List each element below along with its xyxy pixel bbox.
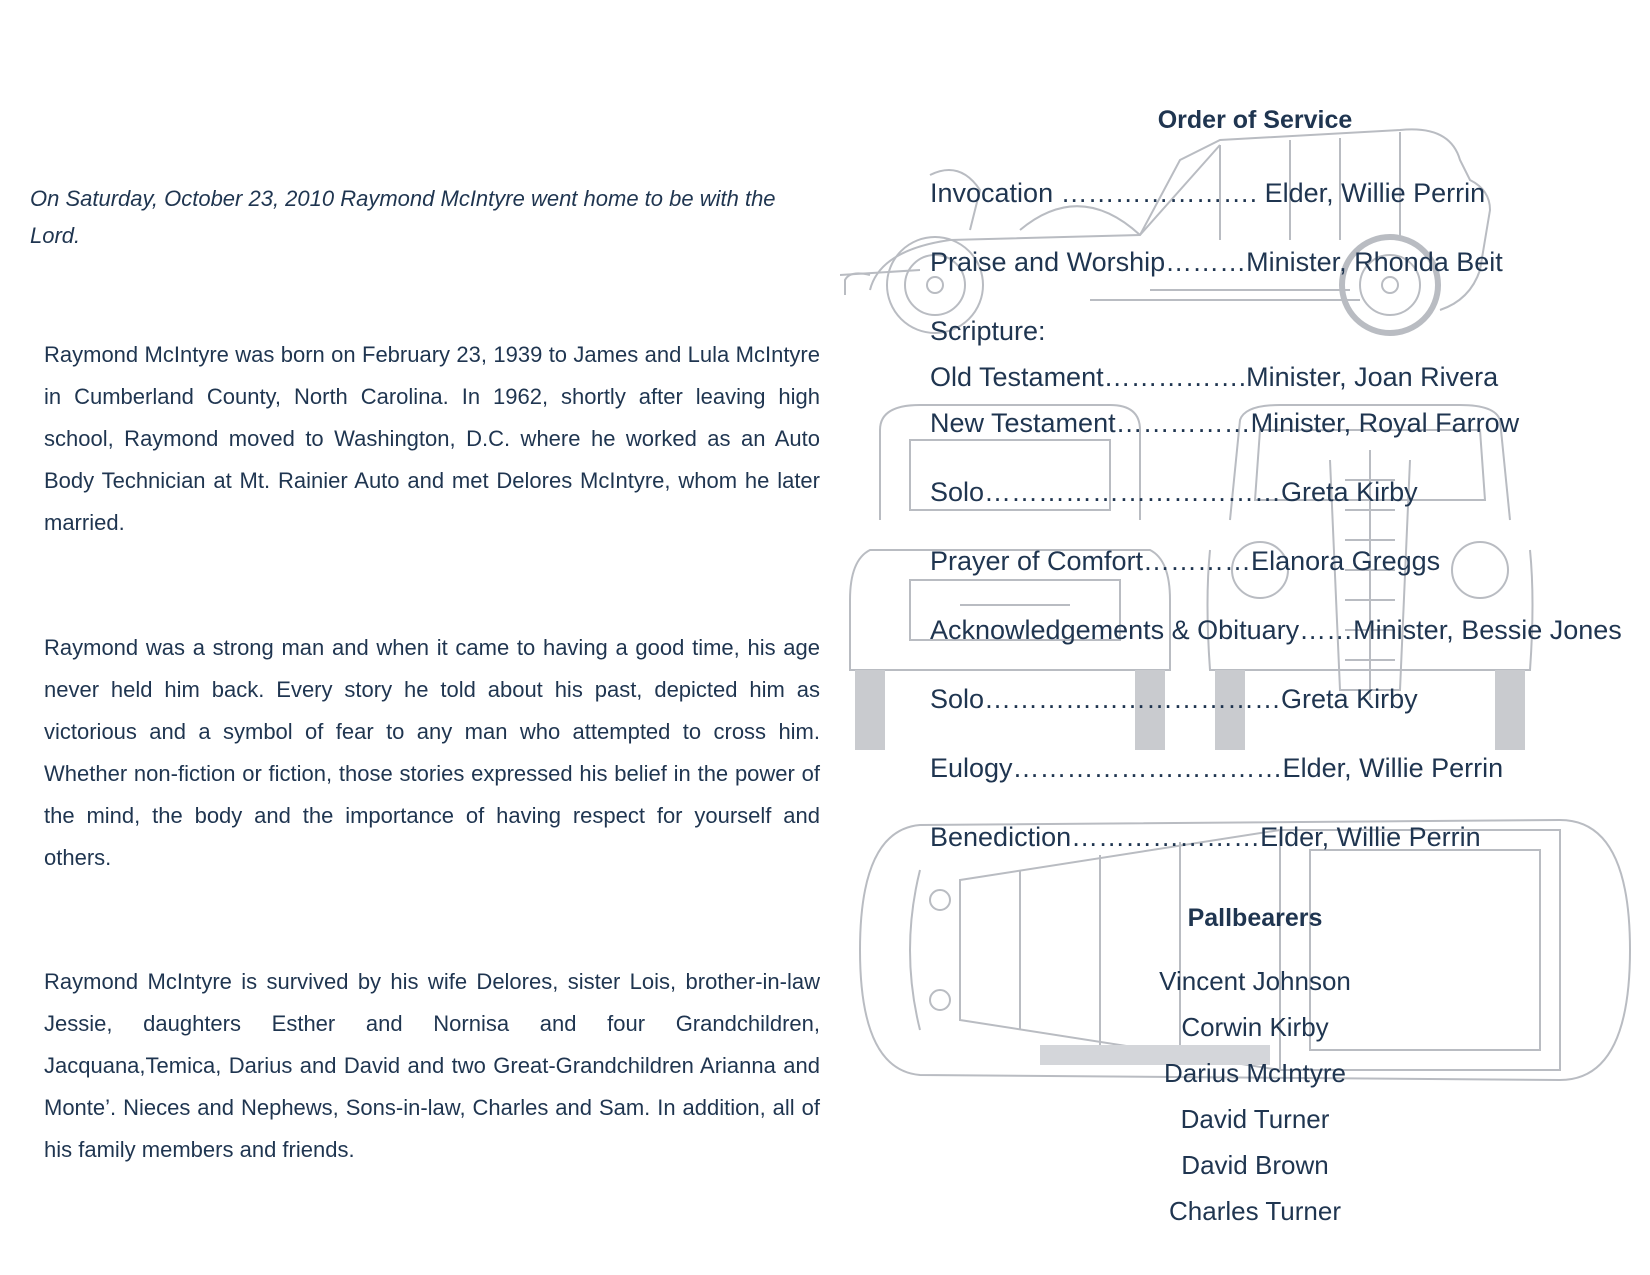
- service-item-solo-2: Solo……………………………Greta Kirby: [930, 684, 1418, 714]
- paragraph-character: Raymond was a strong man and when it came to having a good time, his age never held him back. Every story he told about his past, depicted him as victorious and a symbol of fear to any man who attempted to cross him. Whether non-fiction or fiction, those stories expressed his belief in the power of the mind, the body and the importance of having respect for yourself and others.: [44, 635, 820, 870]
- pallbearers-list: [850, 958, 1650, 1234]
- service-item-solo-1: Solo……………………………Greta Kirby: [930, 477, 1418, 507]
- service-item-new-testament: New Testament……………Minister, Royal Farrow: [930, 408, 1520, 438]
- intro-text: On Saturday, October 23, 2010 Raymond McIntyre went home to be with the Lord.: [30, 186, 776, 248]
- service-item-acknowledgements-obituary: Acknowledgements & Obituary……Minister, Bessie Jones: [930, 615, 1622, 645]
- pallbearer-name: Corwin Kirby: [1181, 1012, 1329, 1042]
- pallbearer-name: David Turner: [1180, 1104, 1330, 1134]
- paragraph-survivors: Raymond McIntyre is survived by his wife Delores, sister Lois, brother-in-law Jessie, daughters Esther and Nornisa and four Grandchildren, Jacquana,Temica, Darius and David and two Great-Grandchildren Arianna and Monte’. Nieces and Nephews, Sons-in-law, Charles and Sam. In addition, all of his family members and friends.: [44, 969, 820, 1162]
- service-item-eulogy: Eulogy…………………………Elder, Willie Perrin: [930, 753, 1504, 783]
- program-column: [840, 0, 1650, 1275]
- service-item-praise-worship: Praise and Worship………Minister, Rhonda Beit: [930, 247, 1503, 277]
- order-of-service-title: Order of Service: [1157, 106, 1353, 134]
- pallbearer-name: Darius McIntyre: [1163, 1058, 1347, 1088]
- pallbearers-title: Pallbearers: [1187, 904, 1323, 932]
- pallbearer-name: Vincent Johnson: [1159, 966, 1351, 996]
- pallbearer-name: David Brown: [1181, 1150, 1329, 1180]
- paragraph-birth: Raymond McIntyre was born on February 23, 1939 to James and Lula McIntyre in Cumberland County, North Carolina. In 1962, shortly after leaving high school, Raymond moved to Washington, D.C. where he worked as an Auto Body Technician at Mt. Rainier Auto and met Delores McIntyre, whom he later married.: [44, 342, 820, 535]
- service-item-invocation: Invocation …………………. Elder, Willie Perrin: [930, 178, 1486, 208]
- service-item-scripture: Scripture:: [930, 316, 1046, 346]
- service-item-benediction: Benediction…………………Elder, Willie Perrin: [930, 822, 1481, 852]
- service-item-old-testament: Old Testament…………….Minister, Joan Rivera: [930, 362, 1499, 392]
- pallbearer-name: Charles Turner: [1169, 1196, 1341, 1226]
- service-item-prayer-of-comfort: Prayer of Comfort…………Elanora Greggs: [930, 546, 1441, 576]
